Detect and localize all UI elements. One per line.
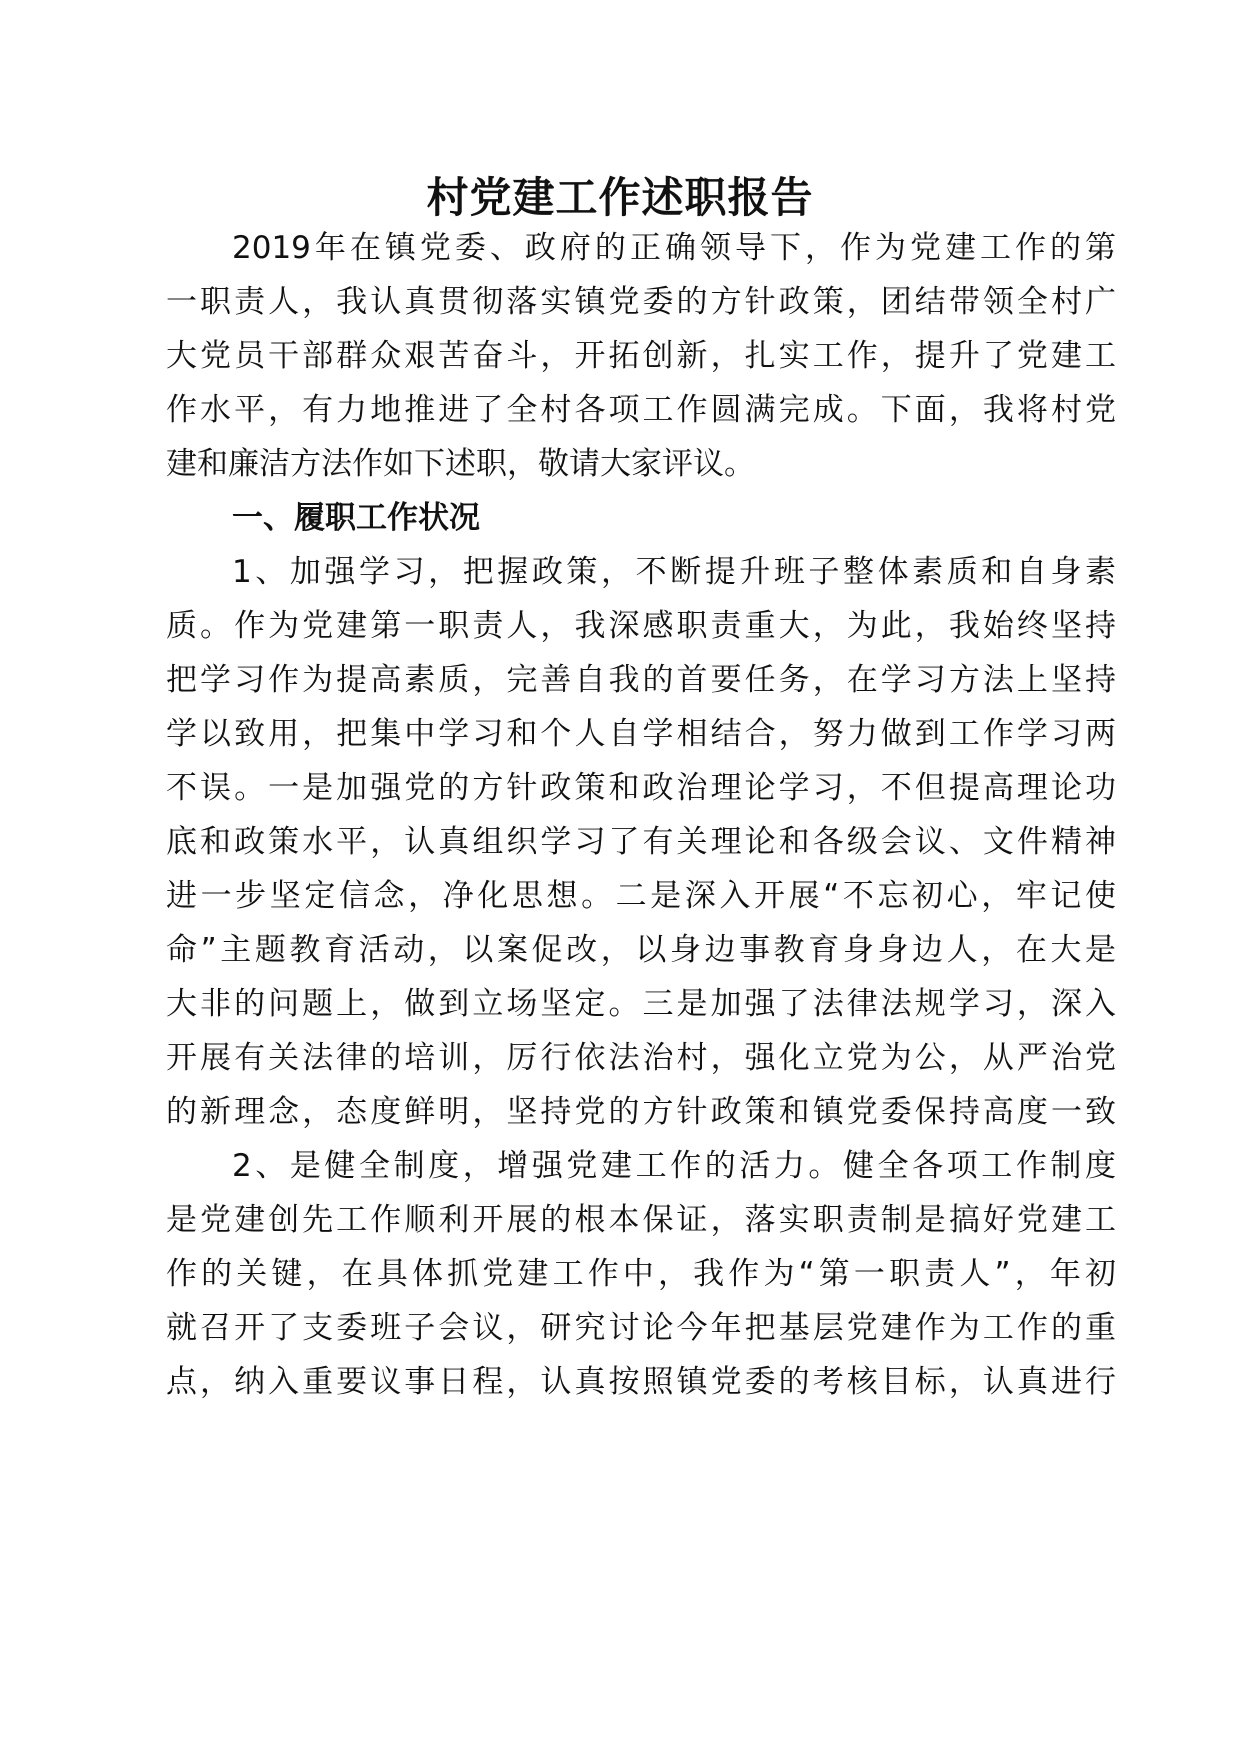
- paragraph-line: 2019年在镇党委、政府的正确领导下，作为党建工作的第: [232, 230, 1116, 266]
- paragraph-line: 不误。一是加强党的方针政策和政治理论学习，不但提高理论功: [166, 770, 1116, 806]
- paragraph-line: 作的关键，在具体抓党建工作中，我作为“第一职责人”，年初: [166, 1256, 1116, 1292]
- paragraph-line: 把学习作为提高素质，完善自我的首要任务，在学习方法上坚持: [166, 662, 1116, 698]
- paragraph-line: 就召开了支委班子会议，研究讨论今年把基层党建作为工作的重: [166, 1310, 1116, 1346]
- paragraph-line: 是党建创先工作顺利开展的根本保证，落实职责制是搞好党建工: [166, 1202, 1116, 1238]
- paragraph-line: 作水平，有力地推进了全村各项工作圆满完成。下面，我将村党: [166, 392, 1116, 428]
- paragraph-line: 一职责人，我认真贯彻落实镇党委的方针政策，团结带领全村广: [166, 284, 1116, 320]
- section-heading: 一、履职工作状况: [232, 500, 480, 536]
- paragraph-line: 的新理念，态度鲜明，坚持党的方针政策和镇党委保持高度一致: [166, 1094, 1116, 1130]
- paragraph-line: 大党员干部群众艰苦奋斗，开拓创新，扎实工作，提升了党建工: [166, 338, 1116, 374]
- paragraph-line: 质。作为党建第一职责人，我深感职责重大，为此，我始终坚持: [166, 608, 1116, 644]
- paragraph-line: 1、加强学习，把握政策，不断提升班子整体素质和自身素: [232, 554, 1116, 590]
- paragraph-line: 学以致用，把集中学习和个人自学相结合，努力做到工作学习两: [166, 716, 1116, 752]
- paragraph-line: 大非的问题上，做到立场坚定。三是加强了法律法规学习，深入: [166, 986, 1116, 1022]
- paragraph-line: 2、是健全制度，增强党建工作的活力。健全各项工作制度: [232, 1148, 1116, 1184]
- document-title: 村党建工作述职报告: [426, 173, 814, 222]
- paragraph-line: 开展有关法律的培训，厉行依法治村，强化立党为公，从严治党: [166, 1040, 1116, 1076]
- paragraph-line: 进一步坚定信念，净化思想。二是深入开展“不忘初心，牢记使: [166, 878, 1116, 914]
- paragraph-line: 建和廉洁方法作如下述职，敬请大家评议。: [166, 446, 755, 482]
- paragraph-line: 命”主题教育活动，以案促改，以身边事教育身身边人，在大是: [166, 932, 1116, 968]
- paragraph-line: 底和政策水平，认真组织学习了有关理论和各级会议、文件精神: [166, 824, 1116, 860]
- paragraph-line: 点，纳入重要议事日程，认真按照镇党委的考核目标，认真进行: [166, 1364, 1116, 1400]
